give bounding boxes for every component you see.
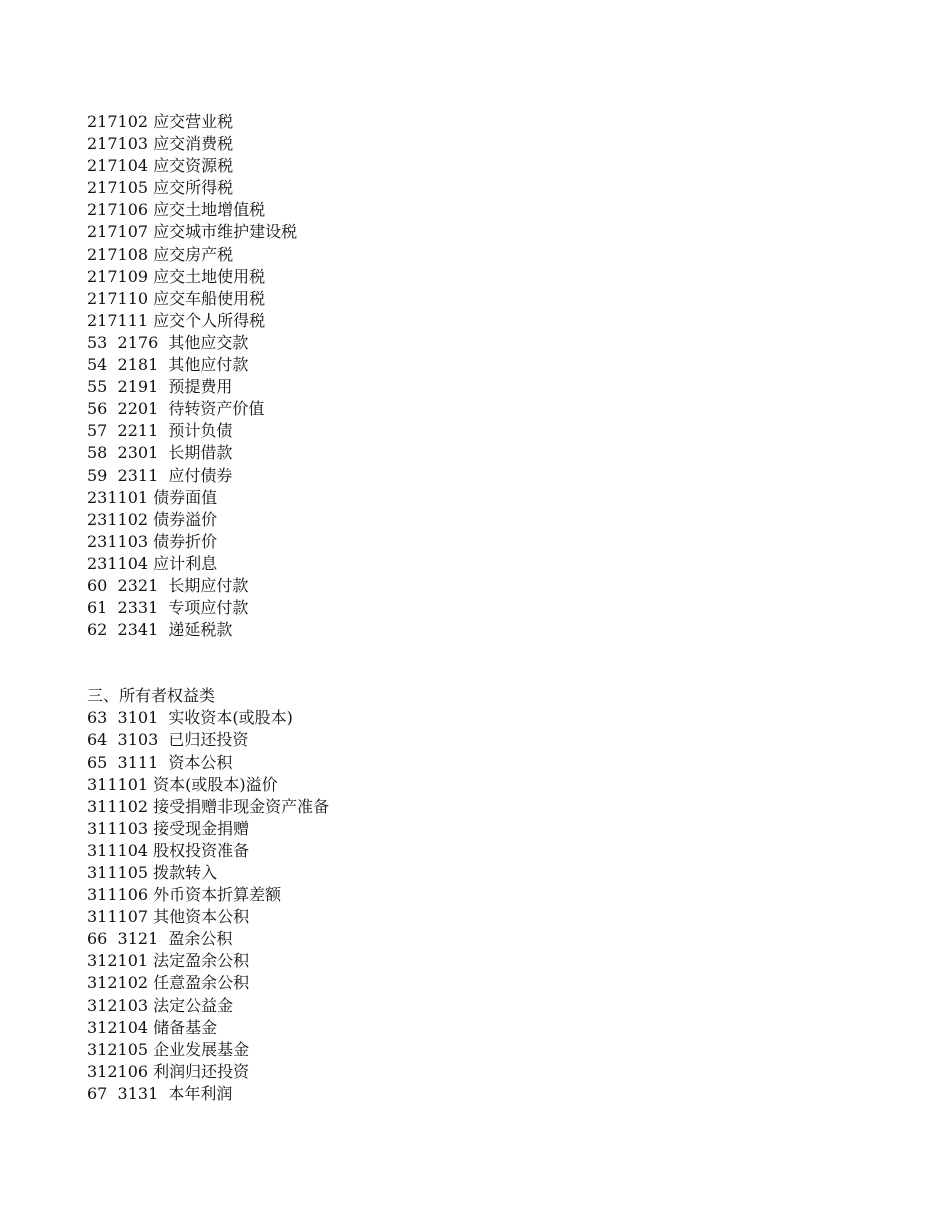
account-line: 312104 储备基金 — [87, 1017, 218, 1037]
section-heading: 三、所有者权益类 — [87, 686, 216, 706]
account-line: 311101 资本(或股本)溢价 — [87, 774, 278, 794]
account-line: 231104 应计利息 — [87, 553, 218, 573]
account-line: 217111 应交个人所得税 — [87, 310, 266, 330]
account-line: 60 2321 长期应付款 — [87, 575, 249, 595]
account-line: 312102 任意盈余公积 — [87, 973, 250, 993]
account-line: 57 2211 预计负债 — [87, 421, 233, 441]
account-line: 311105 拨款转入 — [87, 863, 218, 882]
liability-accounts-list — [87, 111, 329, 641]
account-line: 231102 债券溢价 — [87, 509, 218, 529]
account-line: 217110 应交车船使用税 — [87, 288, 266, 308]
account-line: 64 3103 已归还投资 — [87, 730, 249, 750]
account-line: 217108 应交房产税 — [87, 244, 234, 264]
account-line: 56 2201 待转资产价值 — [87, 399, 265, 419]
account-line: 59 2311 应付债券 — [87, 465, 233, 485]
account-line: 58 2301 长期借款 — [87, 443, 233, 463]
account-line: 311102 接受捐赠非现金资产准备 — [87, 796, 330, 816]
account-line: 53 2176 其他应交款 — [87, 332, 249, 352]
account-line: 311107 其他资本公积 — [87, 907, 250, 927]
account-line: 217106 应交土地增值税 — [87, 200, 266, 220]
account-line: 55 2191 预提费用 — [87, 377, 233, 397]
section-gap — [87, 641, 329, 685]
account-line: 311104 股权投资准备 — [87, 840, 250, 860]
account-list — [87, 111, 329, 1105]
account-line: 61 2331 专项应付款 — [87, 598, 249, 618]
account-line: 312101 法定盈余公积 — [87, 951, 250, 971]
account-line: 312103 法定公益金 — [87, 995, 234, 1015]
account-line: 54 2181 其他应付款 — [87, 355, 249, 375]
account-line: 217104 应交资源税 — [87, 156, 234, 176]
account-line: 231101 债券面值 — [87, 487, 218, 507]
account-line: 311106 外币资本折算差额 — [87, 885, 282, 905]
account-line: 217102 应交营业税 — [87, 112, 234, 131]
account-line: 63 3101 实收资本(或股本) — [87, 708, 293, 728]
account-line: 65 3111 资本公积 — [87, 752, 233, 772]
account-line: 217107 应交城市维护建设税 — [87, 222, 298, 242]
account-line: 217109 应交土地使用税 — [87, 266, 266, 286]
account-line: 66 3121 盈余公积 — [87, 929, 233, 949]
account-line: 231103 债券折价 — [87, 531, 218, 551]
account-line: 62 2341 递延税款 — [87, 620, 233, 640]
account-line: 311103 接受现金捐赠 — [87, 818, 250, 838]
equity-accounts-list — [87, 707, 329, 1105]
account-line: 217105 应交所得税 — [87, 178, 234, 198]
account-line: 217103 应交消费税 — [87, 134, 234, 154]
account-line: 67 3131 本年利润 — [87, 1083, 233, 1103]
account-line: 312106 利润归还投资 — [87, 1061, 250, 1081]
account-line: 312105 企业发展基金 — [87, 1039, 250, 1059]
